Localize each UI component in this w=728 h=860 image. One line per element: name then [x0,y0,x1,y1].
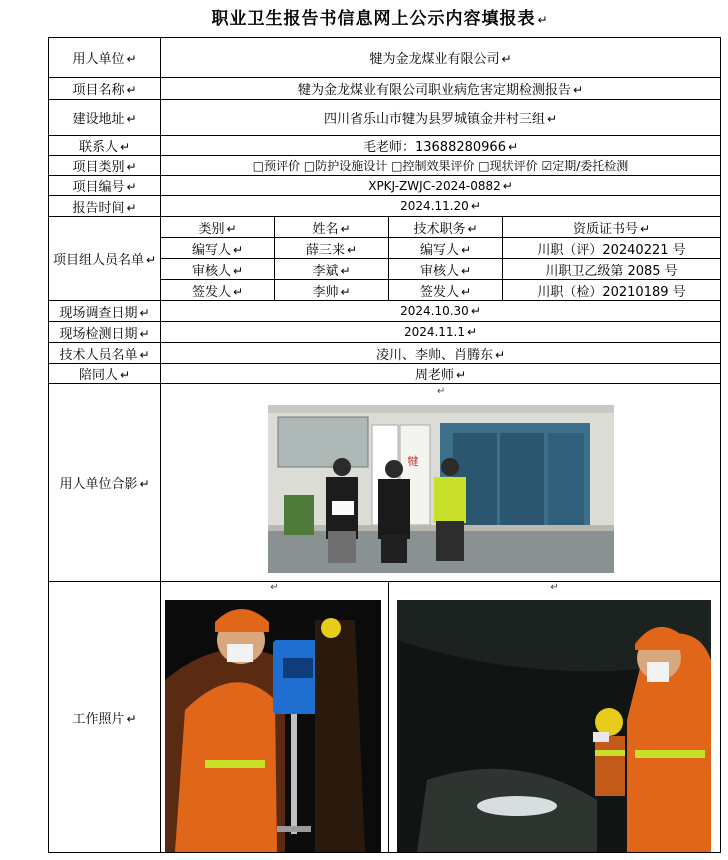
team-cell: 签发人 ↵ [389,280,503,301]
category-option-control-eval: □控制效果评价 [391,159,475,173]
address-label: 建设地址 ↵ [49,100,161,136]
category-option-status-eval: □现状评价 [478,159,538,173]
team-cell: 川职（检）20210189 号 [503,280,721,301]
code-label: 项目编号 ↵ [49,176,161,196]
category-option-protection-design: □防护设施设计 [303,159,388,173]
contact-label: 联系人 ↵ [49,136,161,156]
work-photo-label: 工作照片 ↵ [49,582,161,853]
project-label: 项目名称 ↵ [49,78,161,100]
group-photo-cell: ↵ 犍 [161,384,721,582]
team-header-category: 类别 ↵ [161,217,275,238]
form-table [48,37,721,853]
team-header-row [49,217,721,238]
category-label: 项目类别 ↵ [49,156,161,176]
work-photo-2 [397,600,711,852]
team-cell: 李帅 ↵ [275,280,389,301]
team-cell: 审核人 ↵ [161,259,275,280]
contact-value: 毛老师：13688280966 ↵ [161,136,721,156]
report-time-label: 报告时间 ↵ [49,196,161,217]
row-group-photo [49,384,721,582]
team-cell: 签发人 ↵ [161,280,275,301]
escort-label: 陪同人 ↵ [49,364,161,384]
survey-date-value: 2024.10.30 ↵ [161,301,721,322]
work-photo-cell-2: ↵ [389,582,721,853]
group-photo-label: 用人单位合影 ↵ [49,384,161,582]
row-address [49,100,721,136]
row-project [49,78,721,100]
unit-value: 犍为金龙煤业有限公司 ↵ [161,38,721,78]
row-unit [49,38,721,78]
category-option-periodic: ☑定期/委托检测 [541,159,629,173]
code-value: XPKJ-ZWJC-2024-0882 ↵ [161,176,721,196]
report-time-value: 2024.11.20 ↵ [161,196,721,217]
group-photo [268,405,614,573]
test-date-label: 现场检测日期 ↵ [49,322,161,343]
row-test-date [49,322,721,343]
team-header-title: 技术职务 ↵ [389,217,503,238]
page-title: 职业卫生报告书信息网上公示内容填报表 ↵ [211,9,549,29]
team-cell: 川职卫乙级第 2085 号 [503,259,721,280]
team-cell: 李斌 ↵ [275,259,389,280]
work-photo-1 [165,600,381,852]
row-category [49,156,721,176]
row-contact [49,136,721,156]
unit-label: 用人单位 ↵ [49,38,161,78]
team-header-cert: 资质证书号 ↵ [503,217,721,238]
tech-label: 技术人员名单 ↵ [49,343,161,364]
team-cell: 川职（评）20240221 号 [503,238,721,259]
row-survey-date [49,301,721,322]
tech-value: 凌川、李帅、肖腾东 ↵ [161,343,721,364]
svg-text:犍: 犍 [407,454,418,468]
row-escort [49,364,721,384]
address-value: 四川省乐山市犍为县罗城镇金井村三组 ↵ [161,100,721,136]
row-tech [49,343,721,364]
work-photo-cell-1: ↵ [161,582,389,853]
team-cell: 薛三来 ↵ [275,238,389,259]
project-value: 犍为金龙煤业有限公司职业病危害定期检测报告 ↵ [161,78,721,100]
team-cell: 编写人 ↵ [161,238,275,259]
category-option-pre-eval: □预评价 [252,159,301,173]
row-code [49,176,721,196]
team-header-name: 姓名 ↵ [275,217,389,238]
row-report-time [49,196,721,217]
test-date-value: 2024.11.1 ↵ [161,322,721,343]
team-cell: 审核人 ↵ [389,259,503,280]
team-cell: 编写人 ↵ [389,238,503,259]
team-label: 项目组人员名单 ↵ [49,217,161,301]
escort-value: 周老师 ↵ [161,364,721,384]
category-options [161,156,721,176]
row-work-photo [49,582,721,853]
survey-date-label: 现场调查日期 ↵ [49,301,161,322]
